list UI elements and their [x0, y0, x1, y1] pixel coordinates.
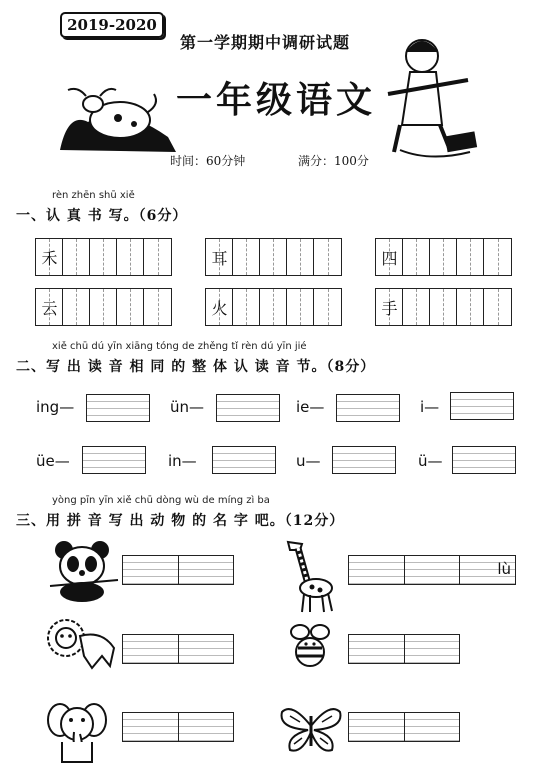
model-char: 云: [41, 298, 58, 318]
answer-cell[interactable]: [123, 556, 179, 584]
writing-cell[interactable]: [117, 289, 144, 325]
model-char: 手: [381, 298, 398, 318]
flute-boy-illustration: [380, 30, 480, 165]
writing-cell[interactable]: [484, 239, 511, 275]
model-char: 禾: [41, 248, 58, 268]
section2-title: 二、写 出 读 音 相 同 的 整 体 认 读 音 节。（8分）: [16, 359, 376, 375]
answer-box[interactable]: [82, 446, 146, 474]
writing-grid[interactable]: [205, 288, 342, 326]
lion-icon: [44, 616, 120, 672]
writing-cell[interactable]: [233, 289, 260, 325]
panda-icon: [48, 540, 120, 602]
writing-grid[interactable]: [35, 238, 172, 276]
bee-icon: [286, 620, 334, 670]
writing-cell[interactable]: [36, 239, 63, 275]
writing-cell[interactable]: [260, 289, 287, 325]
writing-cell[interactable]: [63, 239, 90, 275]
writing-cell[interactable]: [206, 289, 233, 325]
answer-cell[interactable]: [460, 556, 515, 584]
syllable-prompt: üe—: [36, 452, 70, 470]
answer-cell[interactable]: [179, 635, 234, 663]
answer-cell[interactable]: [349, 635, 405, 663]
writing-cell[interactable]: [287, 239, 314, 275]
answer-cell[interactable]: [405, 635, 460, 663]
time-label: 时间：60分钟: [170, 154, 246, 168]
writing-cell[interactable]: [457, 289, 484, 325]
writing-cell[interactable]: [260, 239, 287, 275]
answer-box[interactable]: [212, 446, 276, 474]
animal-answer-box[interactable]: [122, 634, 234, 664]
writing-cell[interactable]: [376, 289, 403, 325]
writing-grid[interactable]: [375, 238, 512, 276]
answer-cell[interactable]: [405, 556, 461, 584]
syllable-prompt: in—: [168, 452, 197, 470]
answer-box[interactable]: [450, 392, 514, 420]
syllable-prompt: ing—: [36, 398, 75, 416]
syllable-prompt: ü—: [418, 452, 443, 470]
answer-cell[interactable]: [123, 635, 179, 663]
answer-box[interactable]: [452, 446, 516, 474]
syllable-prompt: ün—: [170, 398, 205, 416]
answer-box[interactable]: [86, 394, 150, 422]
answer-box[interactable]: [332, 446, 396, 474]
writing-cell[interactable]: [117, 239, 144, 275]
section1-title: 一、认 真 书 写。（6分）: [16, 208, 188, 224]
writing-cell[interactable]: [144, 289, 171, 325]
answer-cell[interactable]: [123, 713, 179, 741]
answer-cell[interactable]: [349, 713, 405, 741]
writing-cell[interactable]: [484, 289, 511, 325]
exam-title: 第一学期期中调研试题: [180, 33, 351, 52]
syllable-prompt: u—: [296, 452, 321, 470]
syllable-prompt: i—: [420, 398, 440, 416]
model-char: 火: [211, 298, 228, 318]
year-badge: 2019-2020: [60, 12, 164, 38]
writing-cell[interactable]: [403, 239, 430, 275]
answer-cell[interactable]: [349, 556, 405, 584]
elephant-icon: [44, 698, 116, 766]
writing-grid[interactable]: [205, 238, 342, 276]
hint-pinyin: lù: [497, 560, 512, 578]
writing-cell[interactable]: [403, 289, 430, 325]
section3-title: 三、用 拼 音 写 出 动 物 的 名 字 吧。（12分）: [16, 513, 345, 529]
animal-answer-box[interactable]: [122, 555, 234, 585]
writing-cell[interactable]: [314, 289, 341, 325]
giraffe-icon: [278, 536, 338, 614]
section3-pinyin: yòng pīn yīn xiě chū dòng wù de míng zì ba: [52, 495, 270, 506]
animal-answer-box[interactable]: [348, 634, 460, 664]
writing-cell[interactable]: [314, 239, 341, 275]
writing-grid[interactable]: [375, 288, 512, 326]
answer-box[interactable]: [336, 394, 400, 422]
ox-illustration: [58, 82, 178, 160]
writing-cell[interactable]: [376, 239, 403, 275]
writing-grid[interactable]: [35, 288, 172, 326]
animal-answer-box[interactable]: [348, 712, 460, 742]
animal-answer-box[interactable]: [348, 555, 516, 585]
model-char: 四: [381, 248, 398, 268]
writing-cell[interactable]: [430, 239, 457, 275]
section2-pinyin: xiě chū dú yīn xiāng tóng de zhěng tǐ rèn dú yīn jié: [52, 341, 307, 352]
writing-cell[interactable]: [233, 239, 260, 275]
writing-cell[interactable]: [144, 239, 171, 275]
writing-cell[interactable]: [90, 289, 117, 325]
answer-box[interactable]: [216, 394, 280, 422]
writing-cell[interactable]: [63, 289, 90, 325]
writing-cell[interactable]: [430, 289, 457, 325]
animal-answer-box[interactable]: [122, 712, 234, 742]
section1-pinyin: rèn zhēn shū xiě: [52, 190, 135, 201]
writing-cell[interactable]: [206, 239, 233, 275]
butterfly-icon: [278, 702, 344, 754]
syllable-prompt: ie—: [296, 398, 325, 416]
writing-cell[interactable]: [90, 239, 117, 275]
answer-cell[interactable]: [179, 556, 234, 584]
writing-cell[interactable]: [457, 239, 484, 275]
model-char: 耳: [211, 248, 228, 268]
writing-cell[interactable]: [36, 289, 63, 325]
score-label: 满分：100分: [298, 154, 369, 168]
answer-cell[interactable]: [405, 713, 460, 741]
writing-cell[interactable]: [287, 289, 314, 325]
subject-title: 一年级语文: [176, 80, 377, 121]
answer-cell[interactable]: [179, 713, 234, 741]
